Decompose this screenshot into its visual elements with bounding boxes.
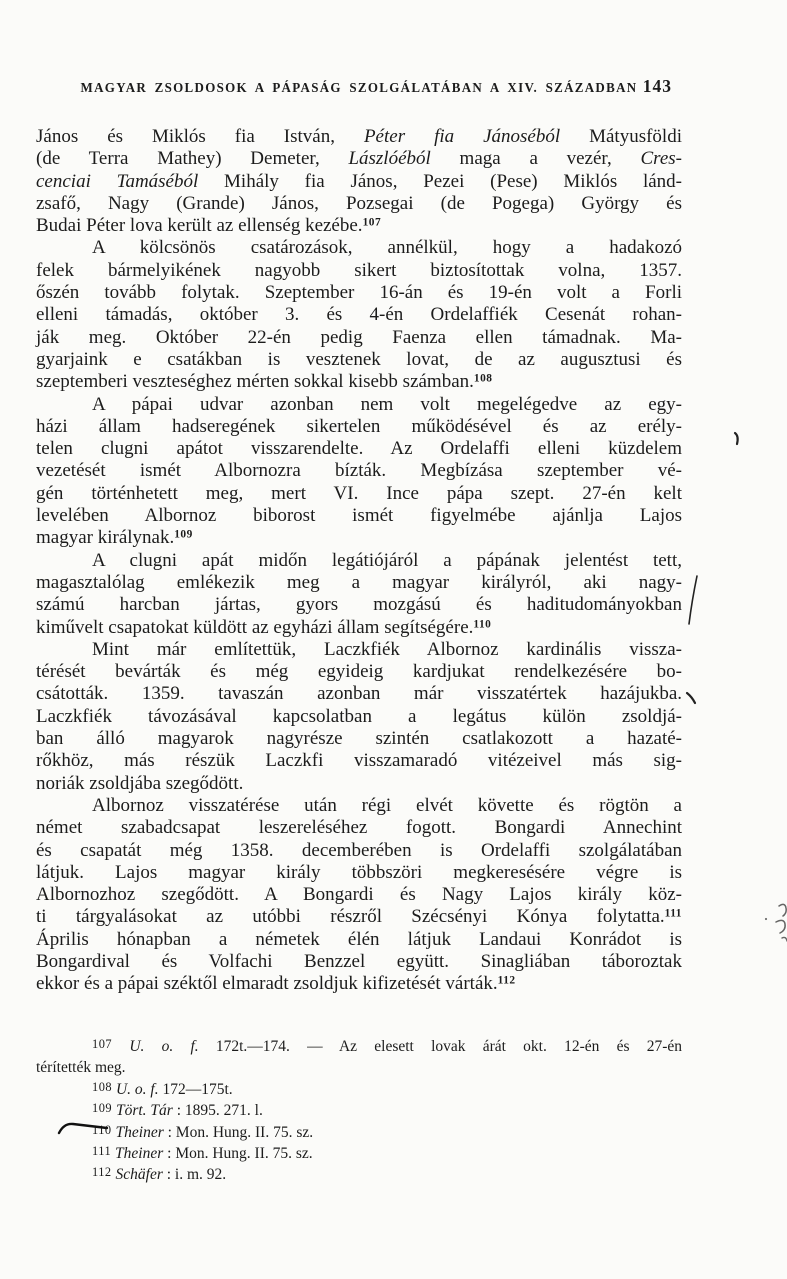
paragraph-6 (36, 795, 682, 996)
text-line: kiművelt csapatokat küldött az egyházi állam segítségére.$^{110}$ (36, 616, 492, 638)
text-line: és csapatát még 1358. decemberében is Ordelaffi szolgálatában (36, 839, 682, 861)
text-line: vezetését ismét Albornozra bízták. Megbízása szeptember vé- (36, 460, 682, 482)
text-line: elleni támadás, október 3. és 4-én Ordelaffiék Cesenát rohan- (36, 304, 682, 326)
text-line: őszén tovább folytak. Szeptember 16-án és 19-én volt a Forli (36, 282, 682, 304)
footnote-110 (36, 1122, 682, 1143)
text-line: ekkor és a pápai széktől elmaradt zsoldjuk kifizetését várták.$^{112}$ (36, 973, 516, 995)
paragraph-5 (36, 639, 682, 795)
text-line: ják meg. Október 22-én pedig Faenza ellen támadnak. Ma- (36, 326, 682, 348)
footnote-111 (36, 1143, 682, 1164)
text-line: magasztalólag emlékezik meg a magyar királyról, aki nagy- (36, 571, 682, 593)
text-line: Laczkfiék távozásával kapcsolatban a legátus külön zsoldjá- (36, 705, 682, 727)
text-line: térését bevárták és még egyideig kardjukat rendelkezésére bo- (36, 661, 682, 683)
text-line: ti tárgyalásokat az utóbbi részről Szécsényi Kónya folytatta.$^{111}$ (36, 906, 682, 928)
text-line: $^{112}$ Schäfer : i. m. 92. (92, 1165, 227, 1184)
page-number: 143 (642, 76, 672, 96)
footnotes (36, 1036, 682, 1186)
apostrophe-tick-mark (735, 433, 738, 444)
text-line: noriák zsoldjába szegődött. (36, 772, 244, 794)
text-line: A clugni apát midőn legátiójáról a pápának jelentést tett, (92, 549, 682, 571)
paragraph-1 (36, 126, 682, 237)
text-line: rőkhöz, más részük Laczkfi visszamaradó vitézeivel más sig- (36, 750, 682, 772)
text-line: $^{107}$ U. o. f. 172t.—174. — Az elesett lovak árát okt. 12-én és 27-én (92, 1036, 682, 1055)
footnote-112 (36, 1164, 682, 1185)
running-header (36, 76, 682, 102)
paragraph-2 (36, 237, 682, 393)
text-line: gyarjaink e csatákban is vesztenek lovat, de az augusztusi és (36, 348, 682, 370)
text-line: zsafő, Nagy (Grande) János, Pozsegai (de Pogega) György és (36, 192, 682, 214)
text-line: házi állam hadseregének sikertelen működésével és az erély- (36, 415, 682, 437)
running-header-title: MAGYAR ZSOLDOSOK A PÁPASÁG SZOLGÁLATÁBAN A XIV. SZÁZADBAN (80, 79, 638, 96)
text-line: A pápai udvar azonban nem volt megelégedve az egy- (92, 393, 682, 415)
text-line: gén történhetett meg, mert VI. Ince pápa szept. 27-én kelt (36, 482, 682, 504)
text-line: Bongardival és Volfachi Benzzel együtt. Sinagliában táboroztak (36, 950, 682, 972)
footnote-107 (36, 1036, 682, 1079)
text-line: számú harcban jártas, gyors mozgású és haditudományokban (36, 594, 682, 616)
text-line: (de Terra Mathey) Demeter, Lászlóéból maga a vezér, Cres- (36, 148, 682, 170)
paragraph-4 (36, 550, 682, 639)
text-line: csátották. 1359. tavaszán azonban már visszatértek hazájukba. (36, 683, 682, 705)
body-text (36, 126, 682, 996)
pen-slash-mark (689, 576, 697, 624)
text-line: $^{109}$ Tört. Tár : 1895. 271. l. (92, 1101, 263, 1120)
text-line: Április hónapban a németek élén látjuk Landaui Konrádot is (36, 928, 682, 950)
text-line: Mint már említettük, Laczkfiék Albornoz kardinális vissza- (92, 638, 682, 660)
pen-backslash-mark (687, 693, 695, 703)
text-line: A kölcsönös csatározások, annélkül, hogy a hadakozó (92, 237, 682, 259)
text-line: német szabadcsapat leszereléséhez fogott. Bongardi Annechint (36, 817, 682, 839)
text-line: szeptemberi veszteséghez mérten sokkal kisebb számban.$^{108}$ (36, 371, 493, 393)
text-line: $^{110}$ Theiner : Mon. Hung. II. 75. sz. (92, 1122, 314, 1141)
text-line: levelében Albornoz biborost ismét figyelmébe ajánlja Lajos (36, 505, 682, 527)
footnote-109 (36, 1100, 682, 1121)
footnote-108 (36, 1079, 682, 1100)
text-line: felek bármelyikének nagyobb sikert biztosítottak volna, 1357. (36, 259, 682, 281)
text-line: $^{111}$ Theiner : Mon. Hung. II. 75. sz. (92, 1143, 313, 1163)
paragraph-3 (36, 394, 682, 550)
text-line: János és Miklós fia István, Péter fia Jánoséból Mátyusföldi (36, 126, 682, 147)
text-line: Albornozhoz szegődött. A Bongardi és Nagy Lajos király köz- (36, 884, 682, 906)
text-line: Budai Péter lova került az ellenség kezébe.$^{107}$ (36, 215, 382, 237)
text-line: cenciai Tamáséból Mihály fia János, Pezei (Pese) Miklós lánd- (36, 170, 683, 192)
text-line: látjuk. Lajos magyar király többszöri megkeresésére végre is (36, 861, 682, 883)
edge-scribble-mark (765, 904, 787, 941)
text-line: telen clugni apátot visszarendelte. Az Ordelaffi elleni küzdelem (36, 438, 682, 460)
text-line: magyar királynak.$^{109}$ (36, 527, 193, 549)
text-line: Albornoz visszatérése után régi elvét követte és rögtön a (92, 794, 682, 816)
text-line: ban álló magyarok nagyrésze szintén csatlakozott a hazaté- (36, 728, 682, 750)
text-line: $^{108}$ U. o. f. 172—175t. (92, 1079, 233, 1098)
text-line: térítették meg. (36, 1059, 126, 1077)
